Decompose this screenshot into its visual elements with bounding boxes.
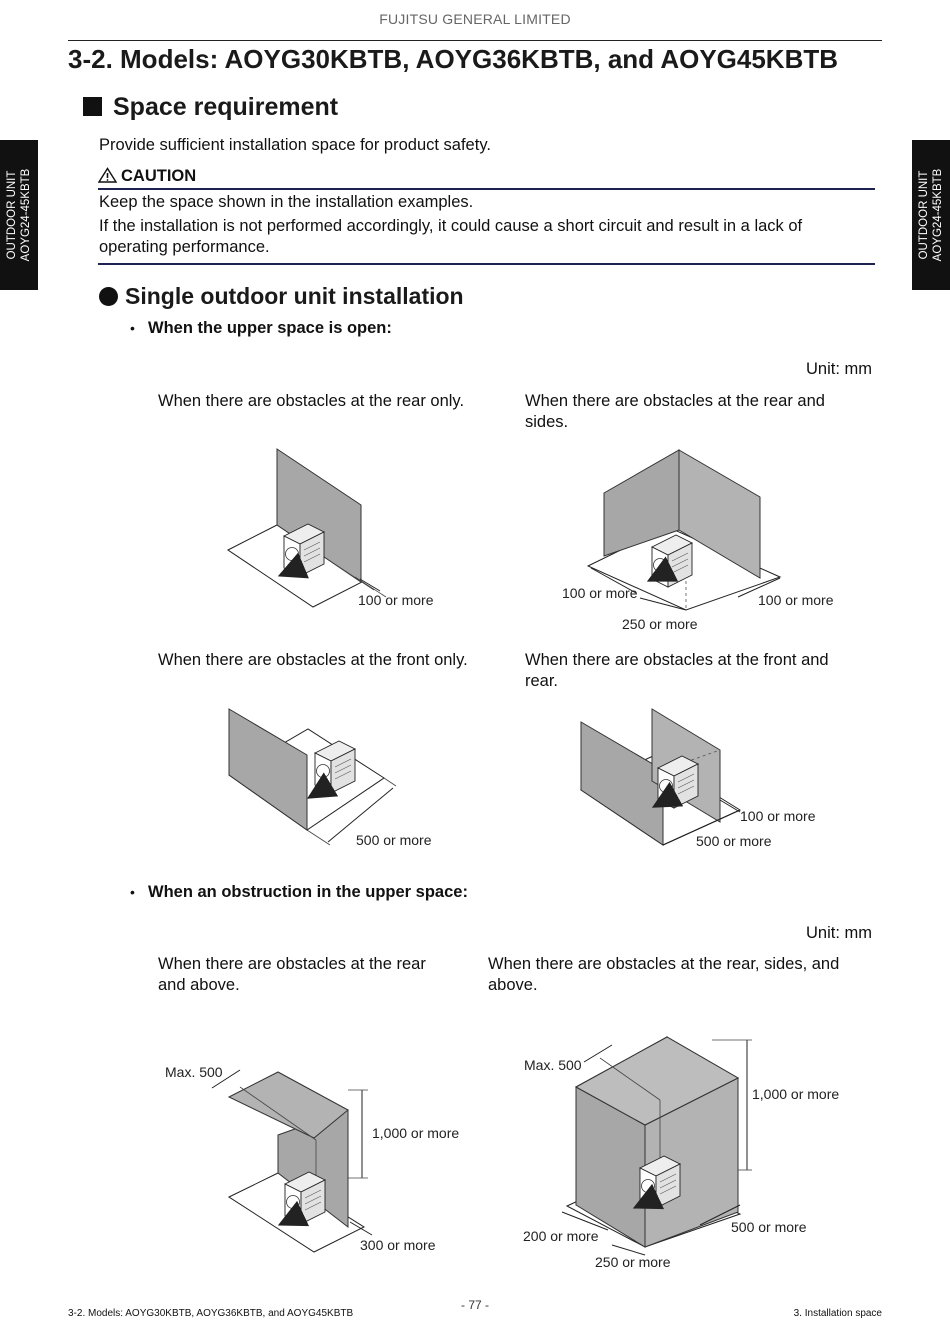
- caption-rear-sides-above-line2: above.: [488, 976, 538, 994]
- dim-rear-sides-above-side-left: 200 or more: [523, 1228, 599, 1244]
- diagram-rear-sides: [562, 450, 834, 632]
- side-tab-line2: AOYG24-45KBTB: [20, 168, 32, 262]
- footer-left: 3-2. Models: AOYG30KBTB, AOYG36KBTB, and AOYG45KBTB: [68, 1308, 354, 1319]
- footer-right: 3. Installation space: [793, 1308, 882, 1319]
- diagram-rear-above: [165, 1064, 459, 1253]
- dim-rear-sides-above-height: 1,000 or more: [752, 1086, 840, 1102]
- dim-rear-sides-above-side-right: 500 or more: [731, 1219, 807, 1235]
- dim-rear-above-height: 1,000 or more: [372, 1125, 460, 1141]
- diagram-rear-sides-above: [523, 1037, 839, 1270]
- caption-rear-sides-above-line1: When there are obstacles at the rear, sides, and: [488, 955, 840, 973]
- bullet-upper-open: • When the upper space is open:: [130, 319, 392, 337]
- dim-rear-sides-above-max: Max. 500: [524, 1057, 582, 1073]
- caption-front-rear-line1: When there are obstacles at the front and: [525, 651, 829, 669]
- dim-rear-above-rear: 300 or more: [360, 1237, 436, 1253]
- caption-rear-sides-line1: When there are obstacles at the rear and: [525, 392, 825, 410]
- diagram-rear-only: [228, 449, 434, 608]
- caption-rear-above-line1: When there are obstacles at the rear: [158, 955, 426, 973]
- dim-rear-above-max: Max. 500: [165, 1064, 223, 1080]
- diagram-front-rear: [581, 709, 816, 849]
- unit-label: Unit: mm: [806, 360, 872, 378]
- dim-rear-sides-above-rear: 250 or more: [595, 1254, 671, 1270]
- unit-label: Unit: mm: [806, 924, 872, 942]
- dim-rear-sides-rear: 250 or more: [622, 616, 698, 632]
- dim-rear-sides-left: 100 or more: [562, 585, 638, 601]
- company-name: FUJITSU GENERAL LIMITED: [379, 11, 571, 27]
- dim-front-rear-front: 500 or more: [696, 833, 772, 849]
- bullet-upper-obstructed: • When an obstruction in the upper space:: [130, 883, 468, 901]
- caption-front-rear-line2: rear.: [525, 672, 559, 690]
- bullet-upper-open-text: When the upper space is open:: [148, 319, 392, 337]
- side-tab-line1: OUTDOOR UNIT: [918, 170, 930, 260]
- dim-rear-sides-right: 100 or more: [758, 592, 834, 608]
- caption-front-only: When there are obstacles at the front only.: [158, 651, 468, 669]
- caution-line-2: If the installation is not performed accordingly, it could cause a short circuit and result in a lack of: [99, 217, 803, 235]
- intro-text: Provide sufficient installation space for product safety.: [99, 136, 491, 154]
- page-number: - 77 -: [460, 1298, 489, 1312]
- caption-rear-above-line2: and above.: [158, 976, 240, 994]
- subsection-heading-text: Single outdoor unit installation: [125, 283, 464, 309]
- page-title: 3-2. Models: AOYG30KBTB, AOYG36KBTB, and AOYG45KBTB: [68, 44, 839, 74]
- caption-rear-only: When there are obstacles at the rear only.: [158, 392, 465, 410]
- diagram-front-only: [229, 709, 432, 848]
- section-heading-text: Space requirement: [113, 93, 339, 121]
- caution-line-3: operating performance.: [99, 238, 270, 256]
- side-tab-line2: AOYG24-45KBTB: [932, 168, 944, 262]
- side-tab-line1: OUTDOOR UNIT: [6, 170, 18, 260]
- bullet-upper-obstructed-text: When an obstruction in the upper space:: [148, 883, 468, 901]
- caption-rear-sides-line2: sides.: [525, 413, 569, 431]
- caution-line-1: Keep the space shown in the installation examples.: [99, 193, 474, 211]
- caution-label-text: CAUTION: [121, 167, 197, 185]
- dim-rear-only-rear: 100 or more: [358, 592, 434, 608]
- dim-front-rear-rear: 100 or more: [740, 808, 816, 824]
- dim-front-only-front: 500 or more: [356, 832, 432, 848]
